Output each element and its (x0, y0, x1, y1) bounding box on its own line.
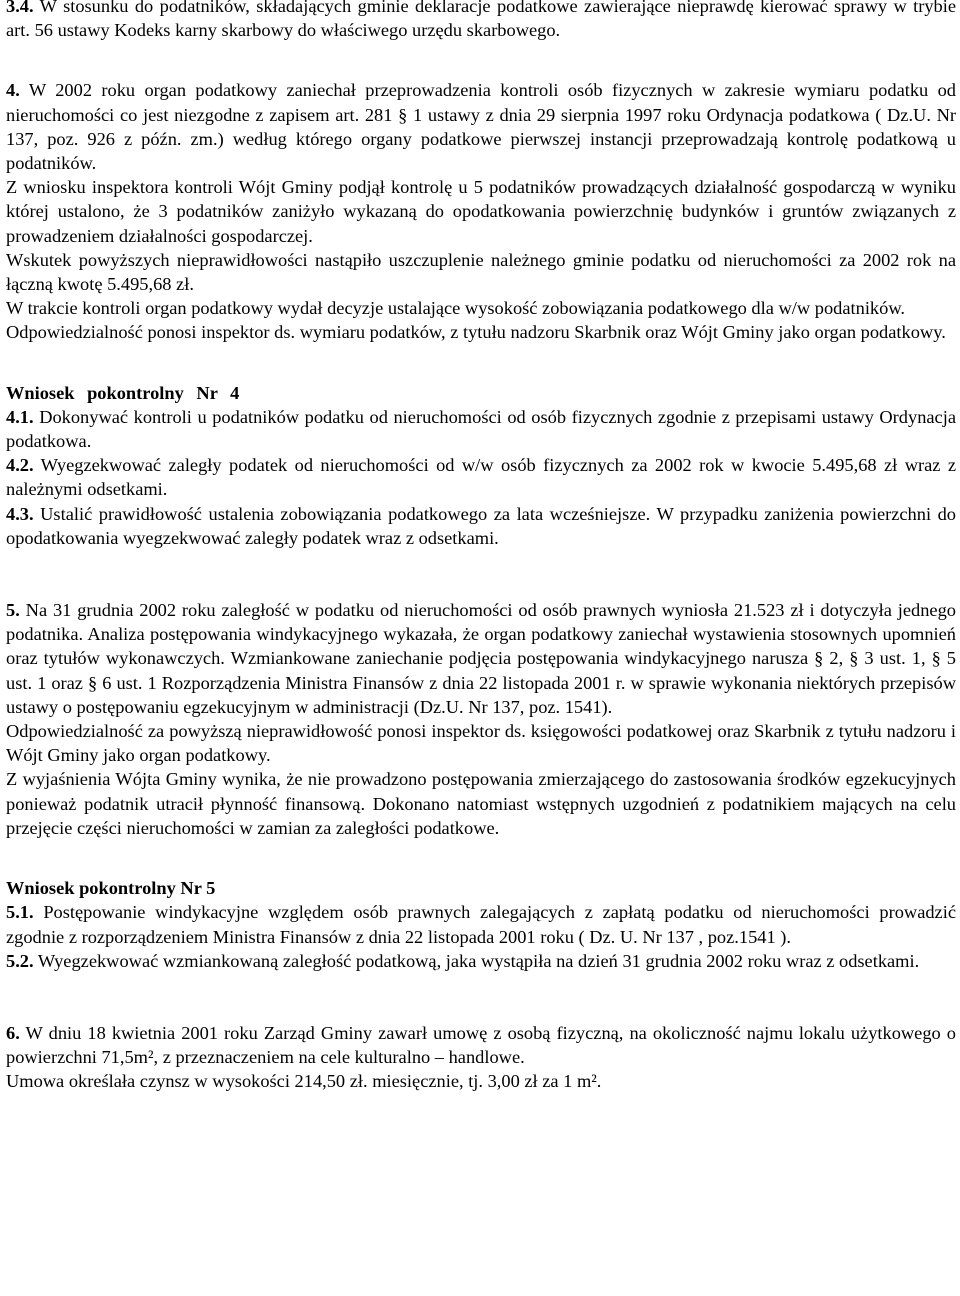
item-text: Dokonywać kontroli u podatników podatku od nieruchomości od osób fizycznych zgodnie z przepisami ustawy Ordynacja podatkowa. (6, 406, 956, 452)
recommendation-5-heading: Wniosek pokontrolny Nr 5 (6, 878, 216, 899)
paragraph-4 (6, 78, 956, 175)
recommendation-5-1 (6, 900, 956, 948)
paragraph-5 (6, 598, 956, 719)
paragraph-4-loss: Wskutek powyższych nieprawidłowości nastąpiło uszczuplenie należnego gminie podatku od nieruchomości za 2002 rok na łączną kwotę 5.495,68 zł. (6, 249, 956, 295)
item-number: 4.2. (6, 455, 34, 476)
item-number: 4.3. (6, 503, 34, 524)
paragraph-6-rent: Umowa określała czynsz w wysokości 214,50 zł. miesięcznie, tj. 3,00 zł za 1 m². (6, 1071, 602, 1092)
recommendation-4-3 (6, 502, 956, 550)
paragraph-3-4 (6, 0, 956, 42)
recommendation-4-heading: Wniosek pokontrolny Nr 4 (6, 382, 240, 403)
paragraph-text: W dniu 18 kwietnia 2001 roku Zarząd Gminy zawarł umowę z osobą fizyczną, na okoliczność najmu lokalu użytkowego o powierzchni 71,5m², z przeznaczeniem na cele kulturalno – handlowe. (6, 1022, 956, 1068)
item-text: Ustalić prawidłowość ustalenia zobowiązania podatkowego za lata wcześniejsze. W przypadku zaniżenia powierzchni do opodatkowania wyegzekwować zaległy podatek wraz z odsetkami. (6, 503, 956, 548)
item-text: Postępowanie windykacyjne względem osób prawnych zalegających z zapłatą podatku od nieruchomości prowadzić zgodnie z rozporządzeniem Ministra Finansów z dnia 22 listopada 2001 roku ( Dz. U. Nr 137 , poz.1541 ). (6, 902, 956, 947)
paragraph-text: W 2002 roku organ podatkowy zaniechał przeprowadzenia kontroli osób fizycznych w zakresie wymiaru podatku od nieruchomości co jest niezgodne z zapisem art. 281 § 1 ustawy z dnia 29 sierpnia 1997 roku Ordynacja podatkowa ( Dz.U. Nr 137, poz. 926 z późn. zm.) według którego organy podatkowe pierwszej instancji przeprowadzają kontrolę podatkową u podatników. (6, 80, 957, 174)
item-number: 5.2. (6, 950, 34, 971)
paragraph-4-responsibility: Odpowiedzialność ponosi inspektor ds. wymiaru podatków, z tytułu nadzoru Skarbnik oraz Wójt Gminy jako organ podatkowy. (6, 322, 946, 343)
paragraph-number: 5. (6, 600, 20, 621)
item-number: 4.1. (6, 406, 34, 427)
paragraph-text: Na 31 grudnia 2002 roku zaległość w podatku od nieruchomości od osób prawnych wyniosła 21.523 zł i dotyczyła jednego podatnika. Analiza postępowania windykacyjnego wykazała, że organ podatkowy zaniechał wystawienia stosownych upomnień oraz tytułów wykonawczych. Wzmiankowane zaniechanie podjęcia postępowania windykacyjnego narusza § 2, § 3 ust. 1, § 5 ust. 1 oraz § 6 ust. 1 Rozporządzenia Ministra Finansów z dnia 22 listopada 2001 r. w sprawie wykonania niektórych przepisów ustawy o postępowaniu egzekucyjnym w administracji (Dz.U. Nr 137, poz. 1541). (6, 600, 956, 717)
item-text: Wyegzekwować zaległy podatek od nieruchomości od w/w osób fizycznych za 2002 rok w kwocie 5.495,68 zł wraz z należnymi odsetkami. (6, 455, 956, 500)
paragraph-5-explanation: Z wyjaśnienia Wójta Gminy wynika, że nie prowadzono postępowania zmierzającego do zastosowania środków egzekucyjnych ponieważ podatnik utracił płynność finansową. Dokonano natomiast wstępnych uzgodnień z podatnikiem mających na celu przejęcie części nieruchomości w zamian za zaległości podatkowe. (6, 769, 956, 838)
paragraph-6 (6, 1021, 956, 1069)
paragraph-number: 4. (6, 80, 20, 101)
item-number: 5.1. (6, 902, 34, 923)
paragraph-number: 6. (6, 1022, 20, 1043)
item-text: Wyegzekwować wzmiankowaną zaległość podatkową, jaka wystąpiła na dzień 31 grudnia 2002 roku wraz z odsetkami. (37, 950, 920, 971)
recommendation-4-1 (6, 405, 956, 453)
paragraph-5-responsibility: Odpowiedzialność za powyższą nieprawidłowość ponosi inspektor ds. księgowości podatkowej oraz Skarbnik z tytułu nadzoru i Wójt Gminy jako organ podatkowy. (6, 721, 956, 766)
paragraph-text: W stosunku do podatników, składających gminie deklaracje podatkowe zawierające nieprawdę kierować sprawy w trybie art. 56 ustawy Kodeks karny skarbowy do właściwego urzędu skarbowego. (6, 0, 957, 41)
paragraph-number: 3.4. (6, 0, 34, 16)
recommendation-4-2 (6, 453, 956, 501)
paragraph-4-decisions: W trakcie kontroli organ podatkowy wydał decyzje ustalające wysokość zobowiązania podatkowego dla w/w podatników. (6, 298, 906, 319)
paragraph-4-inspection: Z wniosku inspektora kontroli Wójt Gminy podjął kontrolę u 5 podatników prowadzących działalność gospodarczą w wyniku której ustalono, że 3 podatników zaniżyło wykazaną do opodatkowania powierzchnię budynków i gruntów związanych z prowadzeniem działalności gospodarczej. (6, 177, 956, 246)
recommendation-5-2 (6, 949, 956, 973)
